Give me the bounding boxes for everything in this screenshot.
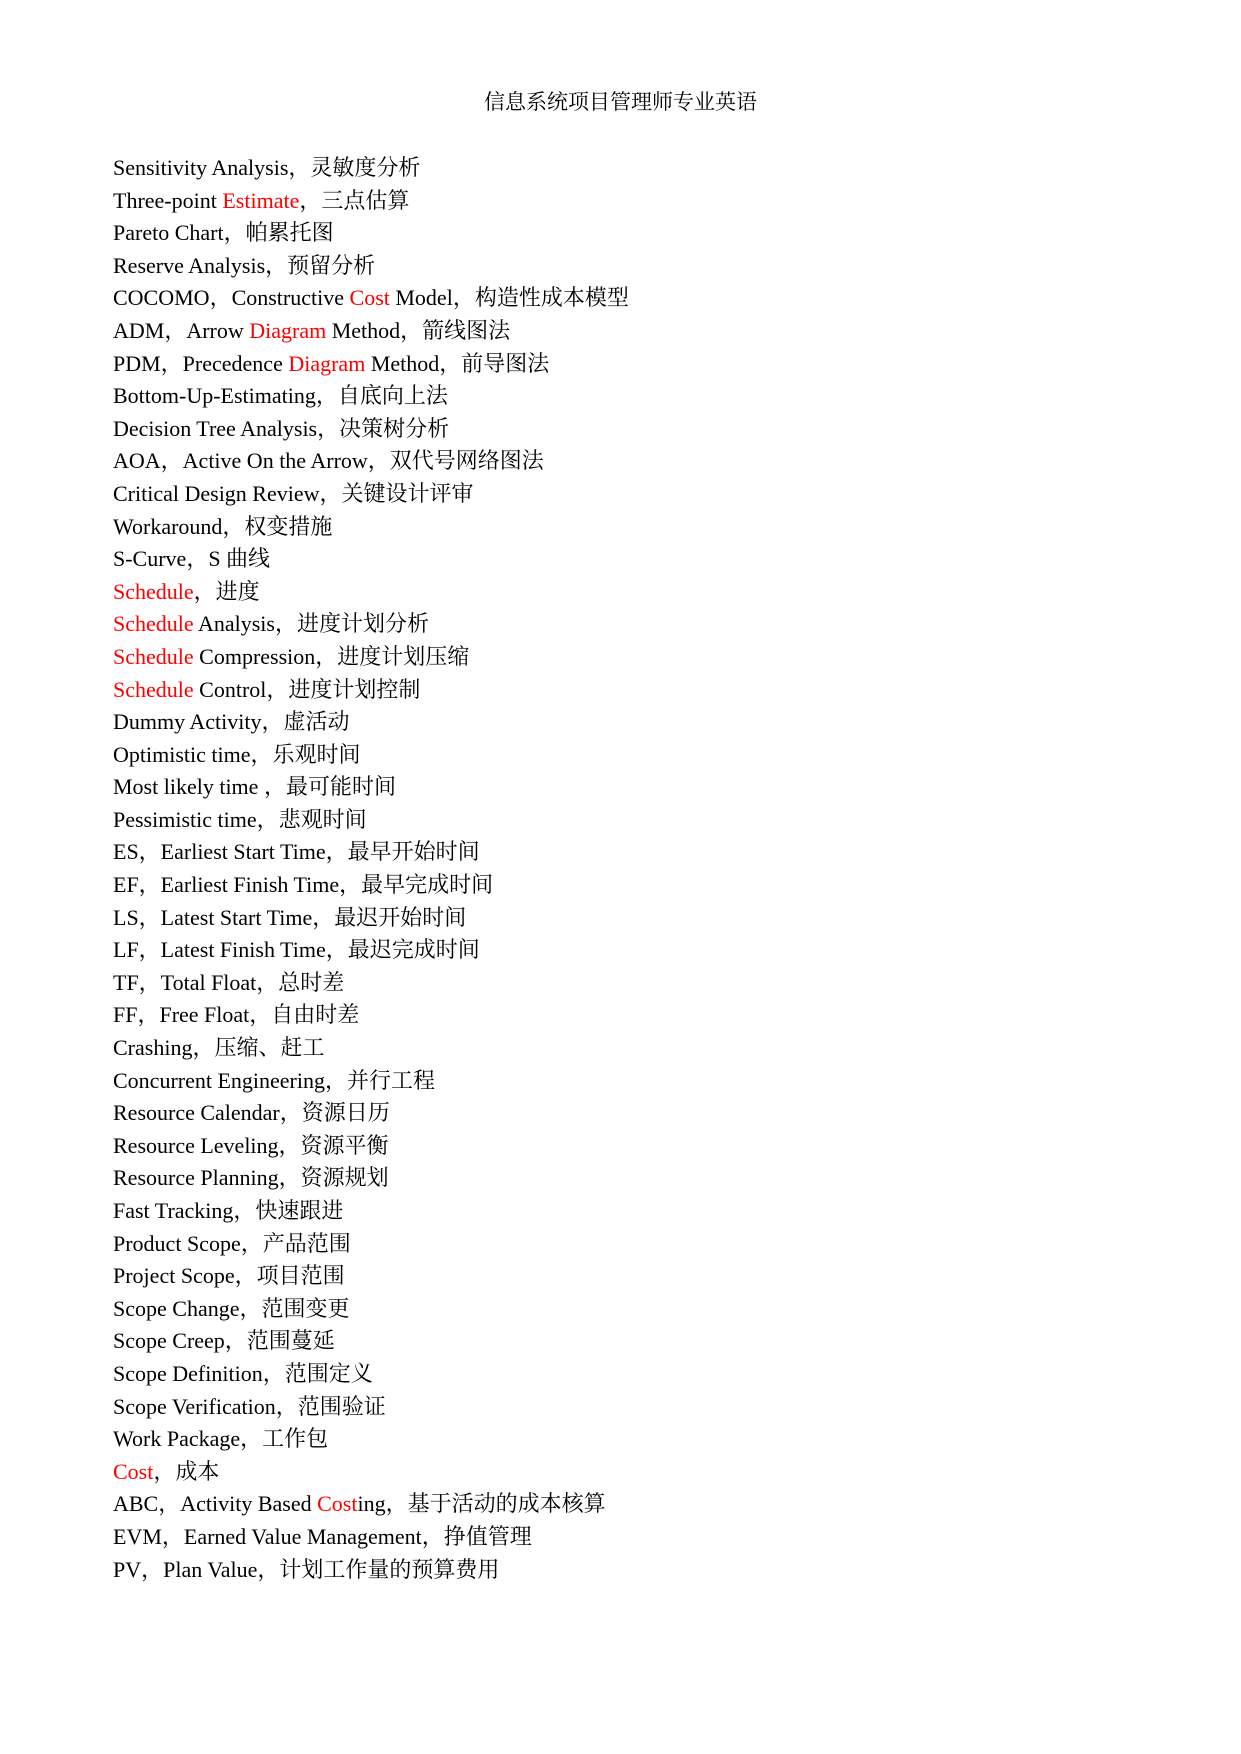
- entry-text: EF，Earliest Finish Time，最早完成时间: [113, 872, 494, 898]
- glossary-entry: [113, 1554, 629, 1587]
- entry-text: TF，Total Float，总时差: [113, 969, 345, 995]
- glossary-entry: [113, 185, 629, 218]
- entry-text: EVM，Earned Value Management，挣值管理: [113, 1523, 532, 1549]
- glossary-entry: [113, 576, 629, 609]
- glossary-entry: [113, 771, 629, 804]
- highlighted-term: Schedule: [113, 643, 194, 669]
- glossary-entry: [113, 1358, 629, 1391]
- entry-text: Scope Creep，范围蔓延: [113, 1328, 335, 1354]
- glossary-entry: [113, 1162, 629, 1195]
- glossary-entry: [113, 543, 629, 576]
- entry-text: Crashing，压缩、赶工: [113, 1035, 325, 1061]
- glossary-entry: [113, 250, 629, 283]
- highlighted-term: Schedule: [113, 611, 194, 637]
- entry-text: ，成本: [153, 1458, 220, 1484]
- glossary-entry: [113, 413, 629, 446]
- entry-text: Scope Change，范围变更: [113, 1295, 350, 1321]
- glossary-entry: [113, 380, 629, 413]
- entry-text: Method，箭线图法: [326, 317, 511, 343]
- entry-text: PDM，Precedence: [113, 350, 289, 376]
- entry-text: ，三点估算: [299, 187, 410, 213]
- glossary-entry: [113, 706, 629, 739]
- page-title: 信息系统项目管理师专业英语: [484, 90, 757, 114]
- glossary-entry: [113, 608, 629, 641]
- highlighted-term: Cost: [349, 285, 390, 311]
- glossary-entry: [113, 1195, 629, 1228]
- glossary-entry: [113, 674, 629, 707]
- entry-text: Scope Definition，范围定义: [113, 1360, 373, 1386]
- entry-text: Decision Tree Analysis，决策树分析: [113, 415, 450, 441]
- glossary-entry: [113, 478, 629, 511]
- glossary-entry: [113, 217, 629, 250]
- highlighted-term: Schedule: [113, 578, 194, 604]
- entry-text: Concurrent Engineering，并行工程: [113, 1067, 435, 1093]
- glossary-entry: [113, 1065, 629, 1098]
- glossary-entry: [113, 348, 629, 381]
- highlighted-term: Diagram: [249, 317, 327, 343]
- glossary-entry: [113, 999, 629, 1032]
- glossary-entry: [113, 641, 629, 674]
- entry-text: Reserve Analysis，预留分析: [113, 252, 376, 278]
- glossary-entry: [113, 804, 629, 837]
- entry-text: Resource Planning，资源规划: [113, 1165, 389, 1191]
- highlighted-term: Cost: [317, 1491, 358, 1517]
- entry-text: Compression，进度计划压缩: [193, 643, 470, 669]
- entry-text: Project Scope，项目范围: [113, 1263, 345, 1289]
- entry-text: ES，Earliest Start Time，最早开始时间: [113, 839, 480, 865]
- entry-text: Resource Leveling，资源平衡: [113, 1132, 389, 1158]
- glossary-entry: [113, 739, 629, 772]
- entry-text: Critical Design Review，关键设计评审: [113, 480, 474, 506]
- entry-text: Resource Calendar，资源日历: [113, 1100, 390, 1126]
- entry-text: Method，前导图法: [365, 350, 550, 376]
- entry-text: Pareto Chart，帕累托图: [113, 220, 334, 246]
- glossary-entry: [113, 1423, 629, 1456]
- glossary-entry: [113, 967, 629, 1000]
- glossary-entry: [113, 282, 629, 315]
- entry-text: ing，基于活动的成本核算: [357, 1491, 606, 1517]
- glossary-entry: [113, 1097, 629, 1130]
- entry-text: ，进度: [193, 578, 260, 604]
- glossary-entry: [113, 836, 629, 869]
- glossary-entry: [113, 1032, 629, 1065]
- entry-text: Dummy Activity，虚活动: [113, 709, 350, 735]
- glossary-entry: [113, 152, 629, 185]
- entry-text: Pessimistic time，悲观时间: [113, 806, 367, 832]
- entry-text: FF，Free Float，自由时差: [113, 1002, 360, 1028]
- glossary-entry: [113, 1521, 629, 1554]
- entry-text: Most likely time ，最可能时间: [113, 774, 396, 800]
- glossary-entry: [113, 1325, 629, 1358]
- entry-text: Control，进度计划控制: [193, 676, 421, 702]
- entry-text: AOA，Active On the Arrow，双代号网络图法: [113, 448, 544, 474]
- glossary-entry: [113, 1228, 629, 1261]
- entry-text: Optimistic time，乐观时间: [113, 741, 361, 767]
- entry-text: Workaround，权变措施: [113, 513, 333, 539]
- entry-text: LF，Latest Finish Time，最迟完成时间: [113, 937, 480, 963]
- entry-text: Three-point: [113, 187, 223, 213]
- glossary-entry: [113, 511, 629, 544]
- glossary-entry: [113, 1130, 629, 1163]
- glossary-entry: [113, 1488, 629, 1521]
- entry-text: Bottom-Up-Estimating，自底向上法: [113, 383, 448, 409]
- highlighted-term: Estimate: [222, 187, 300, 213]
- entry-text: Model，构造性成本模型: [389, 285, 629, 311]
- entry-text: S-Curve，S 曲线: [113, 546, 271, 572]
- glossary-entry: [113, 1456, 629, 1489]
- highlighted-term: Schedule: [113, 676, 194, 702]
- glossary-entry: [113, 1391, 629, 1424]
- glossary-list: [113, 152, 629, 1586]
- glossary-entry: [113, 315, 629, 348]
- glossary-entry: [113, 1293, 629, 1326]
- entry-text: Analysis，进度计划分析: [193, 611, 429, 637]
- glossary-entry: [113, 934, 629, 967]
- entry-text: PV，Plan Value，计划工作量的预算费用: [113, 1556, 500, 1582]
- glossary-entry: [113, 1260, 629, 1293]
- glossary-entry: [113, 445, 629, 478]
- entry-text: Scope Verification，范围验证: [113, 1393, 386, 1419]
- entry-text: Sensitivity Analysis，灵敏度分析: [113, 155, 421, 180]
- glossary-entry: [113, 869, 629, 902]
- entry-text: ABC，Activity Based: [113, 1491, 318, 1517]
- entry-text: COCOMO，Constructive: [113, 285, 350, 311]
- entry-text: Work Package，工作包: [113, 1426, 329, 1452]
- highlighted-term: Diagram: [288, 350, 366, 376]
- entry-text: Product Scope，产品范围: [113, 1230, 351, 1256]
- glossary-entry: [113, 902, 629, 935]
- entry-text: LS，Latest Start Time，最迟开始时间: [113, 904, 467, 930]
- highlighted-term: Cost: [113, 1458, 154, 1484]
- entry-text: Fast Tracking，快速跟进: [113, 1198, 344, 1223]
- entry-text: ADM，Arrow: [113, 317, 250, 343]
